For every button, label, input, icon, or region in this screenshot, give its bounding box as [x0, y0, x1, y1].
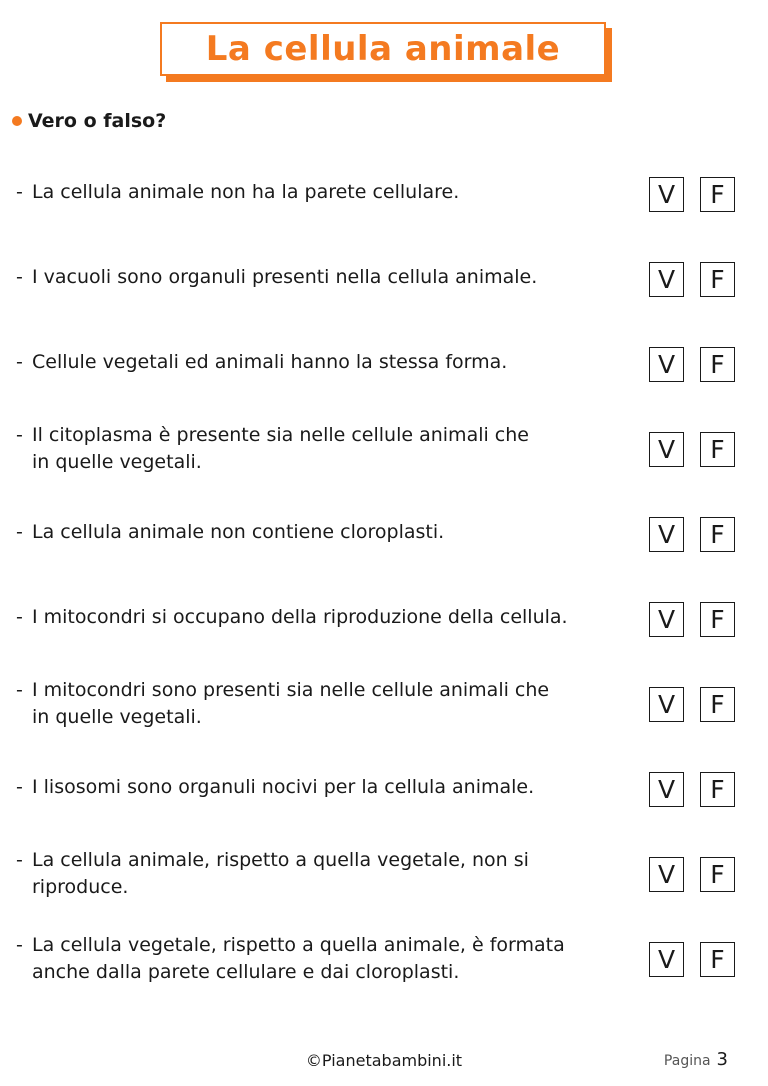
true-checkbox[interactable]: V [649, 857, 684, 892]
question-line-2: riproduce. [32, 876, 129, 898]
answer-boxes [649, 602, 735, 637]
false-checkbox[interactable]: F [700, 772, 735, 807]
false-checkbox[interactable]: F [700, 942, 735, 977]
answer-boxes [649, 687, 735, 722]
false-checkbox[interactable]: F [700, 432, 735, 467]
true-checkbox[interactable]: V [649, 602, 684, 637]
question-line-2: in quelle vegetali. [32, 706, 202, 728]
question-text: - La cellula animale non ha la parete cellulare. [16, 181, 460, 203]
true-checkbox[interactable]: V [649, 347, 684, 382]
true-checkbox[interactable]: V [649, 772, 684, 807]
false-checkbox[interactable]: F [700, 347, 735, 382]
question-line: La cellula animale non ha la parete cellulare. [32, 181, 460, 203]
true-checkbox[interactable]: V [649, 262, 684, 297]
false-checkbox[interactable]: F [700, 602, 735, 637]
question-line: La cellula animale non contiene cloroplasti. [32, 521, 445, 543]
answer-boxes [649, 177, 735, 212]
page-title: La cellula animale [205, 29, 561, 69]
page-number-value: 3 [716, 1049, 728, 1070]
question-line-2: anche dalla parete cellulare e dai cloroplasti. [32, 961, 460, 983]
question-text: - La cellula animale non contiene cloroplasti. [16, 521, 445, 543]
question-text: - Cellule vegetali ed animali hanno la stessa forma. [16, 351, 508, 373]
answer-boxes [649, 262, 735, 297]
question-line-2: in quelle vegetali. [32, 451, 202, 473]
question-text: - I vacuoli sono organuli presenti nella cellula animale. [16, 266, 538, 288]
answer-boxes [649, 432, 735, 467]
section-title: Vero o falso? [28, 110, 167, 132]
false-checkbox[interactable]: F [700, 857, 735, 892]
true-checkbox[interactable]: V [649, 942, 684, 977]
true-checkbox[interactable]: V [649, 432, 684, 467]
page-number [664, 1049, 728, 1070]
false-checkbox[interactable]: F [700, 517, 735, 552]
answer-boxes [649, 942, 735, 977]
question-line: I lisosomi sono organuli nocivi per la cellula animale. [32, 776, 535, 798]
answer-boxes [649, 517, 735, 552]
question-line: I vacuoli sono organuli presenti nella cellula animale. [32, 266, 538, 288]
bullet-icon [12, 116, 22, 126]
title-banner [160, 22, 606, 76]
title-box [160, 22, 606, 76]
true-checkbox[interactable]: V [649, 687, 684, 722]
true-checkbox[interactable]: V [649, 177, 684, 212]
section-header [12, 110, 166, 132]
false-checkbox[interactable]: F [700, 262, 735, 297]
question-text: - Il citoplasma è presente sia nelle cellule animali che in quelle vegetali. [16, 422, 646, 476]
question-line: Cellule vegetali ed animali hanno la stessa forma. [32, 351, 508, 373]
question-line: La cellula vegetale, rispetto a quella animale, è formata [32, 934, 565, 956]
question-line: I mitocondri si occupano della riproduzione della cellula. [32, 606, 568, 628]
question-line: I mitocondri sono presenti sia nelle cellule animali che [32, 679, 550, 701]
question-text: - I mitocondri sono presenti sia nelle cellule animali che in quelle vegetali. [16, 677, 646, 731]
false-checkbox[interactable]: F [700, 687, 735, 722]
question-text: - I mitocondri si occupano della riproduzione della cellula. [16, 606, 568, 628]
false-checkbox[interactable]: F [700, 177, 735, 212]
page-label: Pagina [663, 1053, 711, 1069]
question-text: - La cellula animale, rispetto a quella vegetale, non si riproduce. [16, 847, 646, 901]
answer-boxes [649, 772, 735, 807]
answer-boxes [649, 347, 735, 382]
question-line: La cellula animale, rispetto a quella vegetale, non si [32, 849, 529, 871]
true-checkbox[interactable]: V [649, 517, 684, 552]
question-text: - I lisosomi sono organuli nocivi per la cellula animale. [16, 776, 535, 798]
question-text: - La cellula vegetale, rispetto a quella animale, è formata anche dalla parete cellulare e dai cloroplasti. [16, 932, 646, 986]
footer-copyright: ©Pianetabambini.it [305, 1051, 463, 1070]
question-line: Il citoplasma è presente sia nelle cellule animali che [32, 424, 529, 446]
answer-boxes [649, 857, 735, 892]
